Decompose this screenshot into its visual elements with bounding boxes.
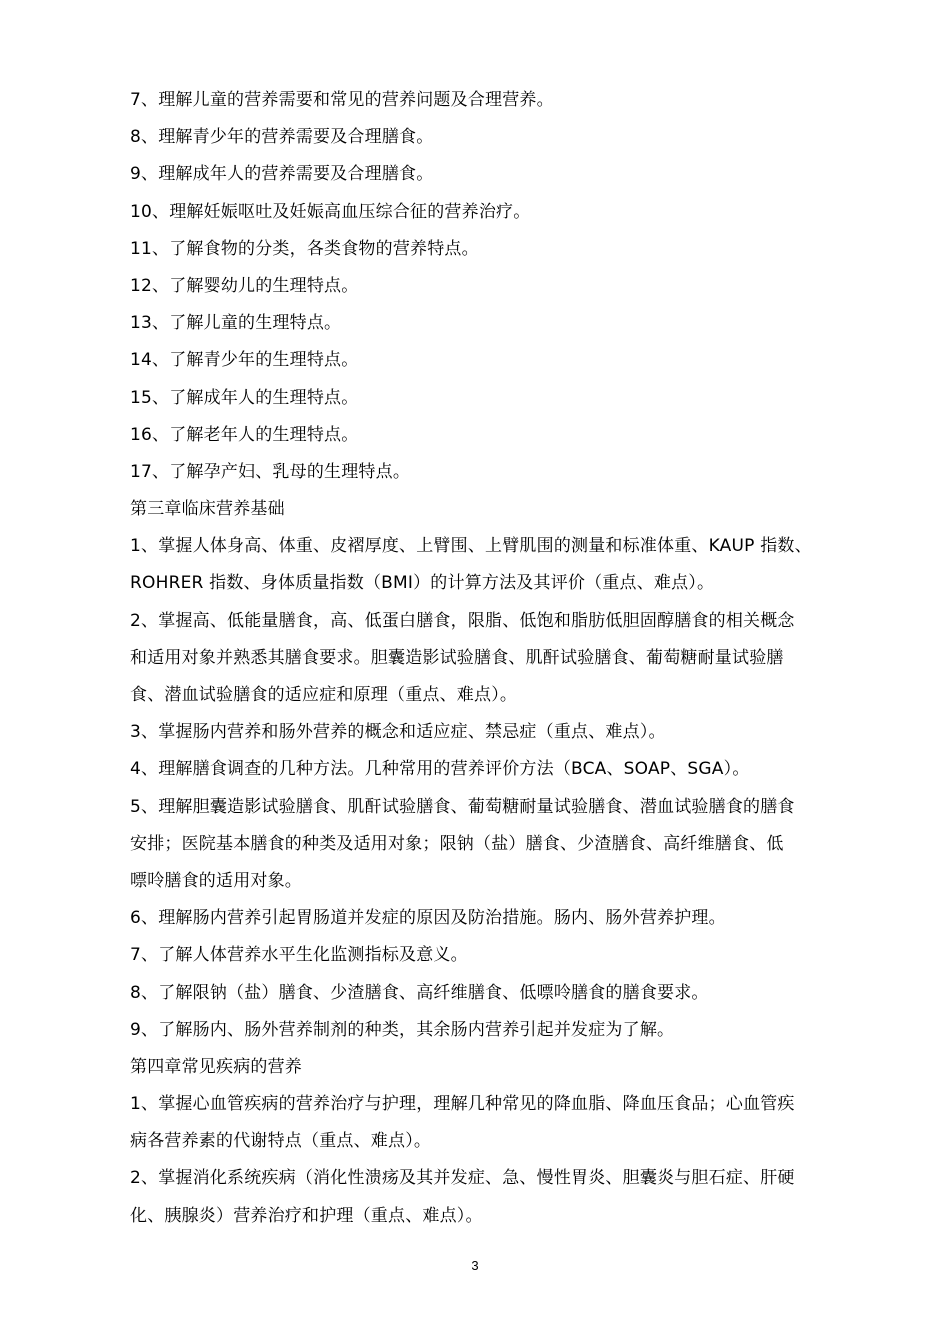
text-line: 8、了解限钠（盐）膳食、少渣膳食、高纤维膳食、低嘌呤膳食的膳食要求。: [130, 982, 709, 1003]
text-line: ROHRER 指数、身体质量指数（BMI）的计算方法及其评价（重点、难点）。: [130, 573, 715, 594]
text-line: 17、了解孕产妇、乳母的生理特点。: [130, 461, 411, 482]
text-line: 10、理解妊娠呕吐及妊娠高血压综合征的营养治疗。: [130, 201, 531, 222]
text-line: 4、理解膳食调查的几种方法。几种常用的营养评价方法（BCA、SOAP、SGA）。: [130, 759, 750, 780]
text-line: 9、理解成年人的营养需要及合理膳食。: [130, 164, 434, 185]
text-line: 2、掌握高、低能量膳食，高、低蛋白膳食，限脂、低饱和脂肪低胆固醇膳食的相关概念: [130, 610, 795, 631]
text-line: 1、掌握人体身高、体重、皮褶厚度、上臂围、上臂肌围的测量和标准体重、KAUP 指数、: [130, 536, 812, 557]
text-line: 8、理解青少年的营养需要及合理膳食。: [130, 127, 434, 148]
text-line: 16、了解老年人的生理特点。: [130, 424, 359, 445]
text-line: 3、掌握肠内营养和肠外营养的概念和适应症、禁忌症（重点、难点）。: [130, 722, 666, 743]
text-line: 2、掌握消化系统疾病（消化性溃疡及其并发症、急、慢性胃炎、胆囊炎与胆石症、肝硬: [130, 1168, 795, 1189]
text-line: 15、了解成年人的生理特点。: [130, 387, 359, 408]
text-line: 嘌呤膳食的适用对象。: [130, 870, 302, 891]
page-number: 3: [471, 1258, 479, 1273]
chapter-heading: 第三章临床营养基础: [130, 499, 285, 520]
text-line: 病各营养素的代谢特点（重点、难点）。: [130, 1131, 432, 1152]
text-line: 12、了解婴幼儿的生理特点。: [130, 275, 359, 296]
text-line: 6、理解肠内营养引起胃肠道并发症的原因及防治措施。肠内、肠外营养护理。: [130, 908, 726, 929]
text-line: 安排；医院基本膳食的种类及适用对象；限钠（盐）膳食、少渣膳食、高纤维膳食、低: [130, 833, 784, 854]
text-line: 9、了解肠内、肠外营养制剂的种类，其余肠内营养引起并发症为了解。: [130, 1019, 675, 1040]
text-line: 13、了解儿童的生理特点。: [130, 313, 342, 334]
document-body: [130, 82, 890, 1235]
text-line: 食、潜血试验膳食的适应症和原理（重点、难点）。: [130, 685, 518, 705]
text-line: 和适用对象并熟悉其膳食要求。胆囊造影试验膳食、肌酐试验膳食、葡萄糖耐量试验膳: [130, 647, 784, 668]
text-line: 14、了解青少年的生理特点。: [130, 350, 359, 371]
chapter-heading: 第四章常见疾病的营养: [130, 1056, 302, 1077]
text-line: 1、掌握心血管疾病的营养治疗与护理，理解几种常见的降血脂、降血压食品；心血管疾: [130, 1094, 795, 1115]
text-line: 化、胰腺炎）营养治疗和护理（重点、难点）。: [130, 1205, 483, 1226]
text-line: 11、了解食物的分类，各类食物的营养特点。: [130, 238, 479, 259]
text-line: 7、了解人体营养水平生化监测指标及意义。: [130, 945, 468, 966]
text-line: 7、理解儿童的营养需要和常见的营养问题及合理营养。: [130, 90, 554, 110]
text-line: 5、理解胆囊造影试验膳食、肌酐试验膳食、葡萄糖耐量试验膳食、潜血试验膳食的膳食: [130, 796, 795, 817]
